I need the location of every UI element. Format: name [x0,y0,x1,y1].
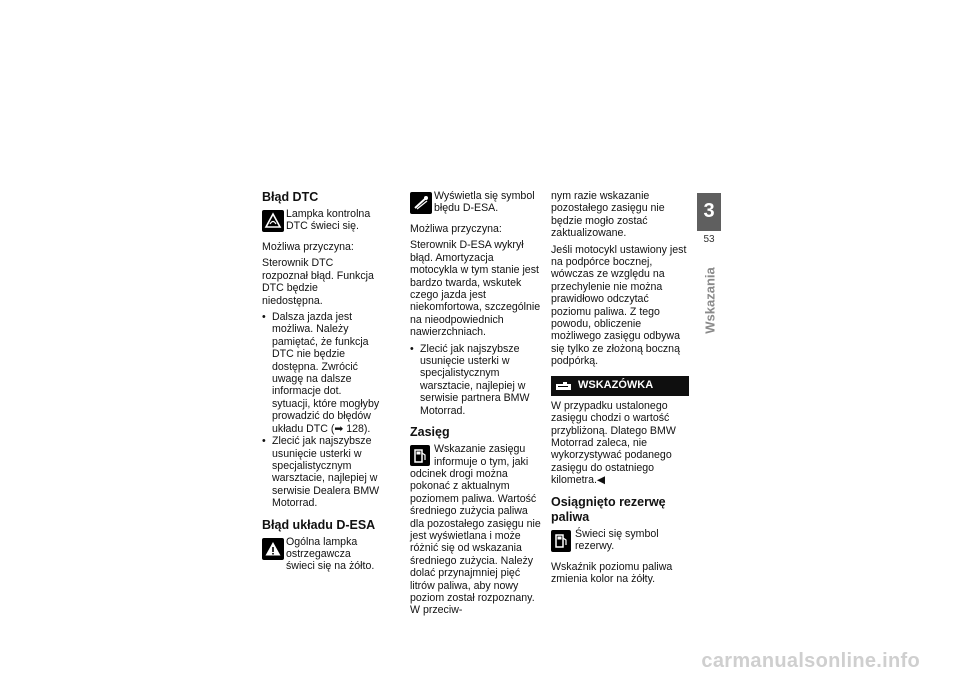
esa-lamp-text: Ogólna lampka ostrzegawcza świeci się na żółto. [286,535,375,573]
fuel-reserve-icon [551,530,571,552]
esa-cause-text: Sterownik D-ESA wykrył błąd. Amortyzacja motocykla w tym stanie jest bardzo twarda, wskutek czego jazda jest niekomfortowa, szczególnie na nieodpowiednich nawierzchniach. [410,239,541,339]
tip-banner [551,376,689,396]
fuel-pump-icon [410,445,430,466]
dtc-warning-icon [262,210,284,232]
esa-bullets [410,343,544,417]
cause-label: Możliwa przyczyna: [262,241,354,253]
list-item: • Dalsza jazda jest możliwa. Należy pamiętać, że funkcja DTC nie będzie dostępna. Zwrócić uwagę na dalsze informacje dot. sytuacji, które mogłyby prowadzić do błędów układu DTC (➡ 128). [262,311,380,435]
column-2 [410,190,544,621]
column-1 [262,190,380,576]
column-3 [551,190,689,589]
range-continued: nym razie wskazanie pozostałego zasięgu nie będzie mogło zostać zaktualizowane. [551,190,665,240]
esa-symbol-line [410,190,544,220]
chapter-tab [697,193,721,334]
heading-range: Zasięg [410,425,450,440]
chapter-number: 3 [697,193,721,231]
section-label: Wskazania [702,266,718,334]
dtc-lamp-line [262,208,380,238]
tip-hand-icon [555,379,573,393]
section-label-wrap [700,255,720,345]
tip-label: WSKAZÓWKA [578,379,654,392]
list-item: • Zlecić jak najszybsze usunięcie usterki w specjalistycznym warsztacie, najlepiej w serwisie Dealera BMW Motorrad. [262,435,380,509]
list-item: • Zlecić jak najszybsze usunięcie usterki w specjalistycznym warsztacie, najlepiej w serwisie partnera BMW Motorrad. [410,343,544,417]
cause-label: Możliwa przyczyna: [410,223,502,235]
reserve-symbol-text: Świeci się symbol rezerwy. [575,527,659,552]
tip-text: W przypadku ustalonego zasięgu chodzi o wartość przybliżoną. Dlatego BMW Motorrad zaleca, nie wykorzystywać podanego zasięgu do ostatniego kilometra.◀ [551,399,676,487]
reserve-symbol-line [551,528,689,558]
side-stand-paragraph: Jeśli motocykl ustawiony jest na podpórce bocznej, wówczas ze względu na przechylenie nie można prawidłowo odczytać poziomu paliwa. Z tego powodu, obliczenie możliwego zasięgu odbywa się tylko ze złożoną boczną podpórką. [551,243,687,368]
dtc-bullets [262,311,380,510]
page-number: 53 [703,234,715,245]
dtc-lamp-text: Lampka kontrolna DTC świeci się. [286,208,371,233]
esa-symbol-text: Wyświetla się symbol błędu D-ESA. [434,190,535,215]
dtc-cause-text: Sterownik DTC rozpoznał błąd. Funkcja DTC będzie niedostępna. [262,257,374,307]
heading-desa-error: Błąd układu D-ESA [262,517,376,532]
heading-dtc-error: Błąd DTC [262,190,319,204]
reserve-text: Wskaźnik poziomu paliwa zmienia kolor na żółty. [551,560,673,585]
desa-symbol-icon [410,192,432,214]
watermark-text: carmanualsonline.info [701,650,920,672]
esa-lamp-line [262,536,380,573]
heading-fuel-reserve: Osiągnięto rezerwę paliwa [551,494,666,524]
general-warning-icon [262,538,284,560]
range-paragraph [410,443,544,617]
range-text: Wskazanie zasięgu informuje o tym, jaki odcinek drogi można pokonać z aktualnym poziomem paliwa. Wartość średniego zużycia paliwa dla pozostałego zasięgu nie jest wyświetlana i może różnić się od wskazania średniego zużycia. Należy dolać przynajmniej pięć litrów paliwa, aby nowy poziom został rozpoznany. W przeciw- [410,443,541,617]
watermark [0,650,960,673]
